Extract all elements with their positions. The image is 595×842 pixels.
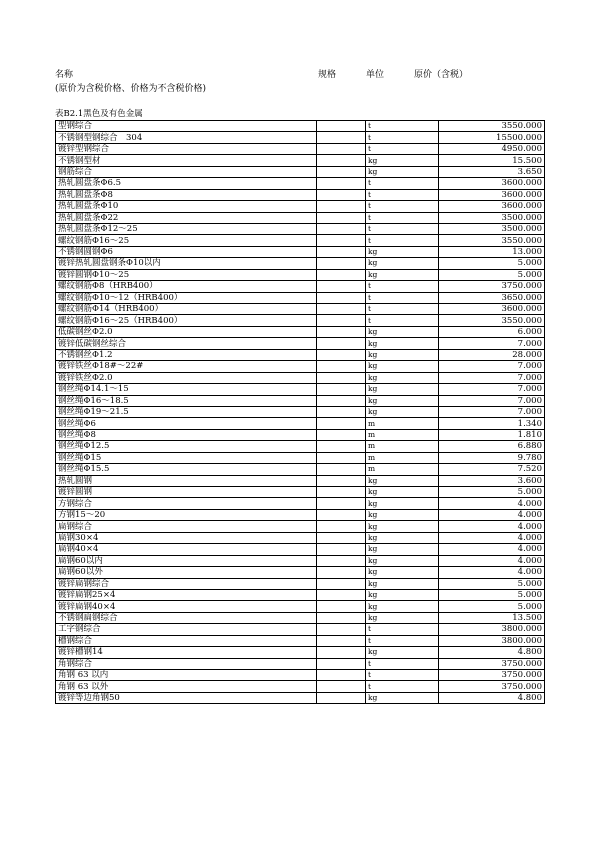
price-cell: 3800.000 [439, 624, 545, 635]
price-cell: 1.810 [439, 429, 545, 440]
price-cell: 15500.000 [439, 132, 545, 143]
spec-cell [317, 166, 366, 177]
spec-cell [317, 452, 366, 463]
spec-cell [317, 155, 366, 166]
unit-cell: kg [366, 567, 439, 578]
table-row [56, 555, 545, 566]
spec-cell [317, 509, 366, 520]
spec-cell [317, 361, 366, 372]
spec-cell [317, 521, 366, 532]
table-row [56, 612, 545, 623]
price-cell: 7.000 [439, 406, 545, 417]
table-row [56, 589, 545, 600]
unit-cell: kg [366, 361, 439, 372]
spec-cell [317, 395, 366, 406]
spec-cell [317, 692, 366, 703]
spec-cell [317, 246, 366, 257]
unit-cell: t [366, 143, 439, 154]
material-name-cell: 角钢 63 以内 [56, 670, 317, 681]
table-row [56, 578, 545, 589]
table-row [56, 349, 545, 360]
spec-cell [317, 647, 366, 658]
table-row [56, 315, 545, 326]
material-name-cell: 钢丝绳Φ19～21.5 [56, 406, 317, 417]
table-row [56, 544, 545, 555]
price-cell: 4.000 [439, 544, 545, 555]
table-row [56, 326, 545, 337]
material-name-cell: 螺纹钢筋Φ16～25 [56, 235, 317, 246]
unit-cell: kg [366, 258, 439, 269]
unit-cell: kg [366, 498, 439, 509]
price-cell: 3800.000 [439, 635, 545, 646]
material-name-cell: 螺纹钢筋Φ8（HRB400） [56, 281, 317, 292]
spec-cell [317, 441, 366, 452]
unit-cell: t [366, 201, 439, 212]
unit-cell: kg [366, 406, 439, 417]
price-cell: 1.340 [439, 418, 545, 429]
price-cell: 3750.000 [439, 681, 545, 692]
unit-cell: m [366, 418, 439, 429]
material-name-cell: 镀锌热轧圆盘钢条Φ10以内 [56, 258, 317, 269]
unit-cell: kg [366, 487, 439, 498]
material-name-cell: 镀锌圆钢 [56, 487, 317, 498]
unit-cell: t [366, 315, 439, 326]
price-cell: 4.000 [439, 498, 545, 509]
spec-cell [317, 212, 366, 223]
spec-cell [317, 487, 366, 498]
unit-cell: kg [366, 544, 439, 555]
spec-cell [317, 189, 366, 200]
unit-cell: t [366, 635, 439, 646]
price-cell: 4.000 [439, 521, 545, 532]
price-cell: 7.000 [439, 338, 545, 349]
price-cell: 4.000 [439, 567, 545, 578]
spec-cell [317, 326, 366, 337]
spec-cell [317, 612, 366, 623]
material-name-cell: 不锈钢丝Φ1.2 [56, 349, 317, 360]
material-name-cell: 镀锌铁丝Φ18#～22# [56, 361, 317, 372]
table-row [56, 338, 545, 349]
unit-cell: kg [366, 166, 439, 177]
table-row [56, 681, 545, 692]
material-name-cell: 热轧圆盘条Φ6.5 [56, 178, 317, 189]
price-cell: 3550.000 [439, 235, 545, 246]
price-cell: 3500.000 [439, 212, 545, 223]
unit-cell: t [366, 670, 439, 681]
unit-cell: kg [366, 338, 439, 349]
unit-cell: t [366, 624, 439, 635]
unit-cell: kg [366, 521, 439, 532]
unit-cell: t [366, 212, 439, 223]
spec-cell [317, 658, 366, 669]
price-cell: 6.000 [439, 326, 545, 337]
table-row [56, 567, 545, 578]
table-row [56, 212, 545, 223]
table-row [56, 521, 545, 532]
material-name-cell: 热轧圆盘条Φ12～25 [56, 223, 317, 234]
price-cell: 7.000 [439, 384, 545, 395]
price-cell: 3750.000 [439, 658, 545, 669]
price-cell: 13.000 [439, 246, 545, 257]
price-cell: 3600.000 [439, 178, 545, 189]
spec-cell [317, 429, 366, 440]
spec-cell [317, 121, 366, 132]
spec-cell [317, 338, 366, 349]
material-name-cell: 镀锌等边角钢50 [56, 692, 317, 703]
material-name-cell: 镀锌扁钢25×4 [56, 589, 317, 600]
material-name-cell: 镀锌圆钢Φ10～25 [56, 269, 317, 280]
price-cell: 28.000 [439, 349, 545, 360]
price-cell: 4950.000 [439, 143, 545, 154]
table-row [56, 692, 545, 703]
unit-cell: kg [366, 475, 439, 486]
spec-cell [317, 315, 366, 326]
price-cell: 3.600 [439, 475, 545, 486]
unit-cell: kg [366, 647, 439, 658]
table-row [56, 292, 545, 303]
spec-cell [317, 464, 366, 475]
price-cell: 3550.000 [439, 315, 545, 326]
unit-cell: m [366, 441, 439, 452]
table-row [56, 361, 545, 372]
spec-cell [317, 349, 366, 360]
material-name-cell: 不锈钢型材 [56, 155, 317, 166]
material-name-cell: 热轧圆钢 [56, 475, 317, 486]
table-row [56, 670, 545, 681]
unit-cell: t [366, 132, 439, 143]
spec-cell [317, 475, 366, 486]
spec-cell [317, 406, 366, 417]
price-cell: 15.500 [439, 155, 545, 166]
unit-cell: t [366, 121, 439, 132]
price-column-label: 原价（含税） [414, 70, 469, 80]
spec-cell [317, 292, 366, 303]
table-row [56, 498, 545, 509]
price-note: (原价为含税价格、价格为不含税价格) [55, 84, 207, 94]
material-name-cell: 不锈钢扁钢综合 [56, 612, 317, 623]
material-name-cell: 热轧圆盘条Φ22 [56, 212, 317, 223]
table-row [56, 647, 545, 658]
unit-cell: t [366, 658, 439, 669]
table-row [56, 201, 545, 212]
table-row [56, 246, 545, 257]
unit-cell: t [366, 189, 439, 200]
material-name-cell: 钢丝绳Φ6 [56, 418, 317, 429]
unit-cell: m [366, 464, 439, 475]
table-row [56, 372, 545, 383]
unit-cell: kg [366, 269, 439, 280]
material-name-cell: 镀锌扁钢综合 [56, 578, 317, 589]
unit-cell: kg [366, 155, 439, 166]
spec-cell [317, 670, 366, 681]
spec-cell [317, 178, 366, 189]
table-row [56, 487, 545, 498]
spec-cell [317, 601, 366, 612]
spec-cell [317, 555, 366, 566]
table-row [56, 475, 545, 486]
price-cell: 3650.000 [439, 292, 545, 303]
table-row [56, 155, 545, 166]
unit-cell: kg [366, 612, 439, 623]
table-row [56, 429, 545, 440]
spec-cell [317, 578, 366, 589]
unit-cell: kg [366, 589, 439, 600]
spec-cell [317, 544, 366, 555]
material-name-cell: 镀锌铁丝Φ2.0 [56, 372, 317, 383]
table-row [56, 258, 545, 269]
price-cell: 7.000 [439, 361, 545, 372]
table-row [56, 406, 545, 417]
unit-cell: t [366, 223, 439, 234]
spec-cell [317, 258, 366, 269]
table-row [56, 624, 545, 635]
price-cell: 3.650 [439, 166, 545, 177]
material-name-cell: 螺纹钢筋Φ14（HRB400） [56, 304, 317, 315]
spec-cell [317, 201, 366, 212]
price-cell: 3550.000 [439, 121, 545, 132]
unit-column-label: 单位 [366, 70, 385, 80]
material-name-cell: 扁钢综合 [56, 521, 317, 532]
table-row [56, 269, 545, 280]
spec-cell [317, 681, 366, 692]
material-name-cell: 方钢15～20 [56, 509, 317, 520]
material-name-cell: 钢丝绳Φ15 [56, 452, 317, 463]
material-name-cell: 扁钢60以内 [56, 555, 317, 566]
unit-cell: kg [366, 349, 439, 360]
material-name-cell: 镀锌扁钢40×4 [56, 601, 317, 612]
spec-cell [317, 269, 366, 280]
material-name-cell: 钢筋综合 [56, 166, 317, 177]
material-name-cell: 镀锌型钢综合 [56, 143, 317, 154]
price-cell: 5.000 [439, 589, 545, 600]
price-cell: 5.000 [439, 601, 545, 612]
material-name-cell: 型钢综合 [56, 121, 317, 132]
table-row [56, 395, 545, 406]
unit-cell: m [366, 429, 439, 440]
material-name-cell: 钢丝绳Φ16～18.5 [56, 395, 317, 406]
material-name-cell: 扁钢40×4 [56, 544, 317, 555]
price-cell: 6.880 [439, 441, 545, 452]
table-row [56, 166, 545, 177]
spec-cell [317, 635, 366, 646]
material-name-cell: 镀锌槽钢14 [56, 647, 317, 658]
material-name-cell: 钢丝绳Φ15.5 [56, 464, 317, 475]
table-row [56, 441, 545, 452]
price-cell: 3600.000 [439, 304, 545, 315]
table-row [56, 189, 545, 200]
price-cell: 3750.000 [439, 281, 545, 292]
price-cell: 4.800 [439, 647, 545, 658]
unit-cell: t [366, 235, 439, 246]
spec-column-label: 规格 [318, 70, 337, 80]
table-row [56, 384, 545, 395]
material-name-cell: 扁钢60以外 [56, 567, 317, 578]
unit-cell: t [366, 281, 439, 292]
material-name-cell: 工字钢综合 [56, 624, 317, 635]
price-cell: 3750.000 [439, 670, 545, 681]
section-title: 表B2.1黑色及有色金属 [55, 109, 143, 119]
spec-cell [317, 589, 366, 600]
unit-cell: m [366, 452, 439, 463]
unit-cell: kg [366, 395, 439, 406]
spec-cell [317, 132, 366, 143]
price-cell: 3600.000 [439, 189, 545, 200]
material-name-cell: 钢丝绳Φ14.1～15 [56, 384, 317, 395]
material-name-cell: 不锈钢圆钢Φ6 [56, 246, 317, 257]
price-table-body [56, 121, 545, 704]
spec-cell [317, 624, 366, 635]
spec-cell [317, 418, 366, 429]
unit-cell: kg [366, 532, 439, 543]
price-cell: 7.000 [439, 372, 545, 383]
material-name-cell: 角钢 63 以外 [56, 681, 317, 692]
unit-cell: kg [366, 372, 439, 383]
unit-cell: t [366, 292, 439, 303]
spec-cell [317, 498, 366, 509]
unit-cell: t [366, 304, 439, 315]
material-name-cell: 热轧圆盘条Φ8 [56, 189, 317, 200]
material-name-cell: 槽钢综合 [56, 635, 317, 646]
material-name-cell: 不锈钢型钢综合 304 [56, 132, 317, 143]
unit-cell: kg [366, 326, 439, 337]
table-row [56, 132, 545, 143]
material-name-cell: 螺纹钢筋Φ16～25（HRB400） [56, 315, 317, 326]
price-cell: 4.000 [439, 532, 545, 543]
table-row [56, 532, 545, 543]
unit-cell: kg [366, 384, 439, 395]
price-cell: 4.000 [439, 555, 545, 566]
material-name-cell: 角钢综合 [56, 658, 317, 669]
material-name-cell: 低碳钢丝Φ2.0 [56, 326, 317, 337]
table-row [56, 635, 545, 646]
unit-cell: kg [366, 692, 439, 703]
unit-cell: kg [366, 578, 439, 589]
spec-cell [317, 384, 366, 395]
price-cell: 5.000 [439, 258, 545, 269]
table-row [56, 464, 545, 475]
price-cell: 3500.000 [439, 223, 545, 234]
table-row [56, 178, 545, 189]
table-row [56, 223, 545, 234]
table-row [56, 418, 545, 429]
spec-cell [317, 223, 366, 234]
unit-cell: kg [366, 601, 439, 612]
price-cell: 9.780 [439, 452, 545, 463]
price-cell: 5.000 [439, 269, 545, 280]
price-cell: 13.500 [439, 612, 545, 623]
material-name-cell: 镀锌低碳钢丝综合 [56, 338, 317, 349]
spec-cell [317, 281, 366, 292]
table-row [56, 121, 545, 132]
spec-cell [317, 372, 366, 383]
material-name-cell: 螺纹钢筋Φ10～12（HRB400） [56, 292, 317, 303]
spec-cell [317, 304, 366, 315]
table-row [56, 509, 545, 520]
price-cell: 5.000 [439, 578, 545, 589]
spec-cell [317, 567, 366, 578]
material-name-cell: 热轧圆盘条Φ10 [56, 201, 317, 212]
material-name-cell: 钢丝绳Φ8 [56, 429, 317, 440]
table-row [56, 281, 545, 292]
spec-cell [317, 143, 366, 154]
price-cell: 5.000 [439, 487, 545, 498]
price-table [55, 120, 545, 704]
table-row [56, 452, 545, 463]
price-cell: 7.520 [439, 464, 545, 475]
price-cell: 7.000 [439, 395, 545, 406]
unit-cell: t [366, 178, 439, 189]
table-row [56, 304, 545, 315]
price-cell: 4.800 [439, 692, 545, 703]
material-name-cell: 方钢综合 [56, 498, 317, 509]
table-row [56, 235, 545, 246]
unit-cell: kg [366, 509, 439, 520]
spec-cell [317, 532, 366, 543]
table-row [56, 601, 545, 612]
unit-cell: kg [366, 246, 439, 257]
name-column-label: 名称 [55, 70, 74, 80]
table-row [56, 658, 545, 669]
material-name-cell: 扁钢30×4 [56, 532, 317, 543]
table-row [56, 143, 545, 154]
material-name-cell: 钢丝绳Φ12.5 [56, 441, 317, 452]
unit-cell: t [366, 681, 439, 692]
price-cell: 3600.000 [439, 201, 545, 212]
spec-cell [317, 235, 366, 246]
price-cell: 4.000 [439, 509, 545, 520]
unit-cell: kg [366, 555, 439, 566]
